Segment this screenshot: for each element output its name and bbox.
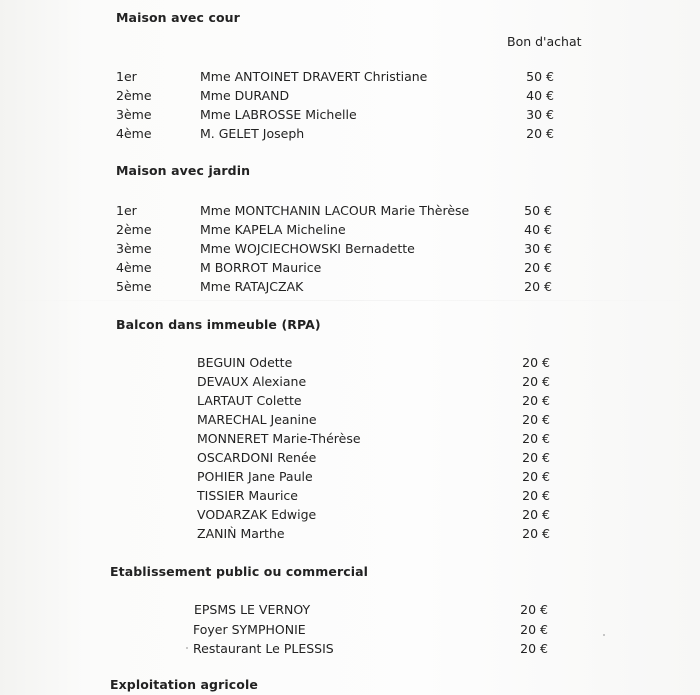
list-item xyxy=(0,241,700,260)
rank-label: 1er xyxy=(116,69,137,84)
winner-name: MARECHAL Jeanine xyxy=(197,412,317,427)
winner-name: BEGUIN Odette xyxy=(197,355,293,370)
voucher-amount: 20 € xyxy=(522,450,550,465)
winner-name: Mme DURAND xyxy=(200,88,290,103)
rank-label: 3ème xyxy=(116,107,152,122)
column-header-bon-d-achat: Bon d'achat xyxy=(507,34,582,49)
voucher-amount: 30 € xyxy=(524,241,552,256)
winner-name: Foyer SYMPHONIE xyxy=(193,622,306,637)
voucher-amount: 40 € xyxy=(524,222,552,237)
list-item xyxy=(0,602,700,621)
list-item xyxy=(0,393,700,412)
winner-name: POHIER Jane Paule xyxy=(197,469,313,484)
list-item xyxy=(0,507,700,526)
section-title-maison-avec-jardin: Maison avec jardin xyxy=(116,163,251,178)
list-item xyxy=(0,355,700,374)
voucher-amount: 20 € xyxy=(522,355,550,370)
list-item xyxy=(0,488,700,507)
list-item xyxy=(0,622,700,641)
voucher-amount: 20 € xyxy=(524,279,552,294)
list-item xyxy=(0,526,700,545)
list-item xyxy=(0,88,700,107)
rank-label: 2ème xyxy=(116,222,152,237)
voucher-amount: 20 € xyxy=(522,374,550,389)
list-item xyxy=(0,203,700,222)
list-item xyxy=(0,279,700,298)
voucher-amount: 20 € xyxy=(524,260,552,275)
winner-name: TISSIER Maurice xyxy=(197,488,298,503)
list-item xyxy=(0,126,700,145)
rank-label: 5ème xyxy=(116,279,152,294)
voucher-amount: 20 € xyxy=(522,393,550,408)
winner-name: Mme RATAJCZAK xyxy=(200,279,304,294)
section-title-maison-avec-cour: Maison avec cour xyxy=(116,10,240,25)
winner-name: Mme WOJCIECHOWSKI Bernadette xyxy=(200,241,415,256)
list-item xyxy=(0,374,700,393)
rank-label: 4ème xyxy=(116,260,152,275)
scan-speck xyxy=(186,647,188,649)
voucher-amount: 20 € xyxy=(522,431,550,446)
winner-name: ZANIǸ Marthe xyxy=(197,526,285,541)
rank-label: 1er xyxy=(116,203,137,218)
section-title-balcon-dans-immeuble: Balcon dans immeuble (RPA) xyxy=(116,317,321,332)
winner-name: VODARZAK Edwige xyxy=(197,507,317,522)
list-item xyxy=(0,469,700,488)
list-item xyxy=(0,260,700,279)
voucher-amount: 20 € xyxy=(522,507,550,522)
voucher-amount: 20 € xyxy=(522,526,550,541)
section-title-etablissement-public: Etablissement public ou commercial xyxy=(110,564,369,579)
rank-label: 2ème xyxy=(116,88,152,103)
rank-label: 3ème xyxy=(116,241,152,256)
list-item xyxy=(0,222,700,241)
list-item xyxy=(0,107,700,126)
voucher-amount: 20 € xyxy=(520,622,548,637)
winner-name: EPSMS LE VERNOY xyxy=(194,602,311,617)
voucher-amount: 30 € xyxy=(526,107,554,122)
list-item xyxy=(0,641,700,660)
list-item xyxy=(0,69,700,88)
voucher-amount: 20 € xyxy=(522,412,550,427)
voucher-amount: 20 € xyxy=(520,641,548,656)
scan-speck xyxy=(603,634,605,636)
winner-name: Mme LABROSSE Michelle xyxy=(200,107,357,122)
voucher-amount: 20 € xyxy=(522,469,550,484)
winner-name: Mme KAPELA Micheline xyxy=(200,222,346,237)
rank-label: 4ème xyxy=(116,126,152,141)
winner-name: LARTAUT Colette xyxy=(197,393,302,408)
list-item xyxy=(0,450,700,469)
winner-name: Mme MONTCHANIN LACOUR Marie Thèrèse xyxy=(200,203,470,218)
winner-name: DEVAUX Alexiane xyxy=(197,374,307,389)
winner-name: OSCARDONI Renée xyxy=(197,450,317,465)
section-title-exploitation-agricole: Exploitation agricole xyxy=(110,677,258,692)
voucher-amount: 50 € xyxy=(526,69,554,84)
list-item xyxy=(0,412,700,431)
voucher-amount: 20 € xyxy=(526,126,554,141)
winner-name: M BORROT Maurice xyxy=(200,260,322,275)
voucher-amount: 20 € xyxy=(522,488,550,503)
voucher-amount: 20 € xyxy=(520,602,548,617)
paper-fold xyxy=(0,300,700,301)
voucher-amount: 40 € xyxy=(526,88,554,103)
winner-name: MONNERET Marie-Thérèse xyxy=(197,431,361,446)
winner-name: Mme ANTOINET DRAVERT Christiane xyxy=(200,69,428,84)
voucher-amount: 50 € xyxy=(524,203,552,218)
list-item xyxy=(0,431,700,450)
winner-name: M. GELET Joseph xyxy=(200,126,305,141)
winner-name: Restaurant Le PLESSIS xyxy=(193,641,334,656)
